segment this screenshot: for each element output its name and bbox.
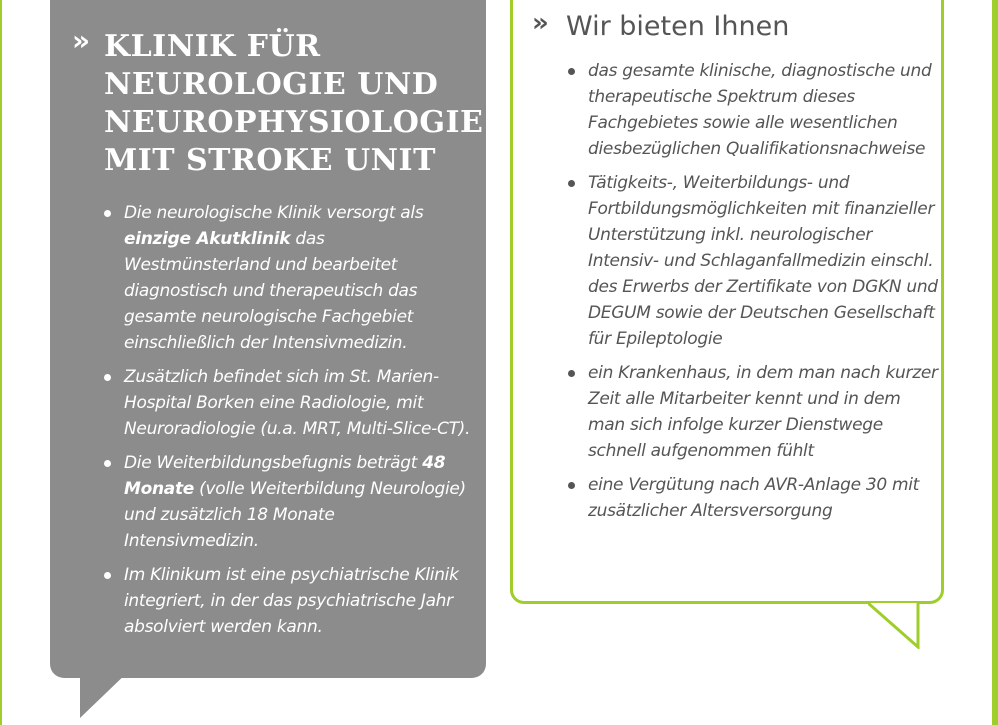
bullet-icon <box>568 180 575 187</box>
offer-item: eine Vergütung nach AVR-Anlage 30 mit zusätzlicher Altersversorgung <box>568 472 938 524</box>
offer-item: Tätigkeits-, Weiterbildungs- und Fortbildungsmöglichkeiten mit finanzieller Unterstützung inkl. neurologischer Intensiv- und Schlaganfallmedizin einschl. des Erwerbs der Zertifikate von DGKN und DEGUM sowie der Deutschen Gesellschaft für Epileptologie <box>568 170 938 352</box>
clinic-info-item: Die Weiterbildungsbefugnis beträgt 48 Monate (volle Weiterbildung Neurologie) und zusätzlich 18 Monate Intensivmedizin. <box>104 450 474 554</box>
clinic-info-item: Im Klinikum ist eine psychiatrische Klinik integriert, in der das psychiatrische Jahr absolviert werden kann. <box>104 562 474 640</box>
clinic-info-item: Zusätzlich befindet sich im St. Marien-Hospital Borken eine Radiologie, mit Neuroradiologie (u.a. MRT, Multi-Slice-CT). <box>104 364 474 442</box>
bullet-icon <box>568 68 575 75</box>
right-edge-accent <box>992 0 998 725</box>
offer-bubble-tail <box>868 601 924 649</box>
chevron-right-icon: » <box>72 24 88 57</box>
offer-item: ein Krankenhaus, in dem man nach kurzer Zeit alle Mitarbeiter kennt und in dem man sich infolge kurzer Dienstwege schnell aufgenommen fühlt <box>568 360 938 464</box>
chevron-right-icon: » <box>532 8 546 38</box>
left-edge-accent <box>0 0 2 725</box>
bullet-icon <box>568 482 575 489</box>
offer-list <box>568 58 938 532</box>
bullet-icon <box>568 370 575 377</box>
offer-item: das gesamte klinische, diagnostische und therapeutische Spektrum dieses Fachgebietes sowie alle wesentlichen diesbezüglichen Qualifikationsnachweise <box>568 58 938 162</box>
clinic-bubble-tail <box>80 670 130 718</box>
clinic-title: KLINIK FÜR NEUROLOGIE UND NEUROPHYSIOLOGIE MIT STROKE UNIT <box>104 29 484 178</box>
bullet-icon <box>104 374 111 381</box>
bullet-icon <box>104 572 111 579</box>
bullet-icon <box>104 210 111 217</box>
clinic-info-list <box>104 200 474 648</box>
clinic-info-item: Die neurologische Klinik versorgt als einzige Akutklinik das Westmünsterland und bearbeitet diagnostisch und therapeutisch das gesamte neurologische Fachgebiet einschließlich der Intensivmedizin. <box>104 200 474 356</box>
offer-title: Wir bieten Ihnen <box>566 11 790 42</box>
bullet-icon <box>104 460 111 467</box>
